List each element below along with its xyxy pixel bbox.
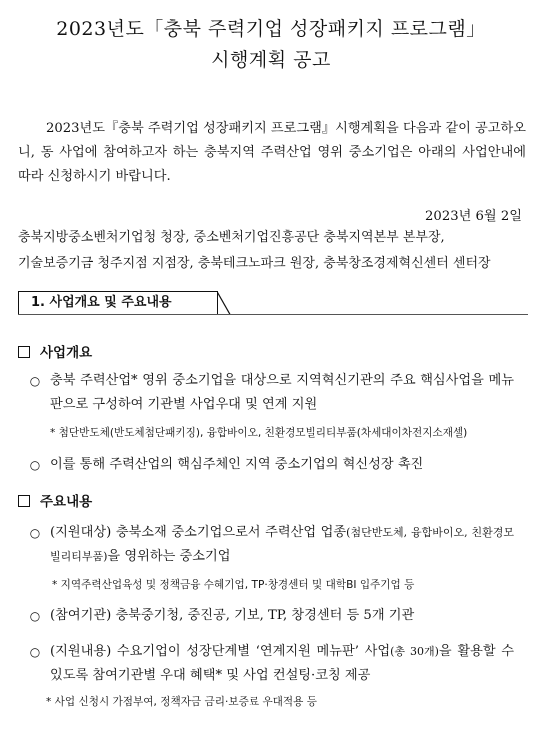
details-item-support-text (50, 640, 514, 688)
overview-heading (18, 341, 92, 361)
details-heading (18, 490, 92, 510)
details-eligibility-footnote: * 지역주력산업육성 및 정책금융 수혜기업, TP·창경센터 및 대학BI 입주기업 등 (52, 579, 415, 591)
eligibility-main: (지원대상) 충북소재 중소기업으로서 주력산업 업종 (50, 525, 347, 540)
square-bullet-icon (18, 495, 30, 507)
support-main: (지원내용) 수요기업이 성장단계별 ‘연계지원 메뉴판’ 사업 (50, 644, 391, 659)
intro-paragraph: 2023년도『충북 주력기업 성장패키지 프로그램』시행계획을 다음과 같이 공고하오니, 동 사업에 참여하고자 하는 충북지역 주력산업 영위 중소기업은 아래의 사업안내에 따라 신청하시기 바랍니다. (18, 121, 526, 184)
section-heading-tab-edge (217, 291, 231, 315)
organizations-line2: 기술보증기금 청주지점 지점장, 충북테크노파크 원장, 충북창조경제혁신센터 센터장 (18, 256, 491, 271)
details-item-participants (28, 604, 514, 628)
circle-bullet-icon: ○ (29, 609, 41, 623)
details-item-eligibility (28, 521, 514, 569)
support-end: 을 활용할 수 있도록 참여기관별 우대 혜택* 및 사업 컨설팅·코칭 제공 (50, 644, 514, 683)
overview-item-target (28, 369, 514, 417)
announcement-date: 2023년 6월 2일 (425, 209, 522, 224)
eligibility-end: 을 영위하는 중소기업 (107, 549, 231, 564)
details-heading-label: 주요내용 (40, 494, 93, 510)
circle-bullet-icon: ○ (29, 645, 41, 659)
overview-item-target-text: 충북 주력산업* 영위 중소기업을 대상으로 지역혁신기관의 주요 핵심사업을 메뉴판으로 구성하여 기관별 사업우대 및 연계 지원 (50, 373, 514, 412)
overview-item-goal (28, 453, 514, 477)
support-count: (총 30개) (390, 645, 439, 658)
overview-heading-label: 사업개요 (40, 345, 93, 361)
issuing-organizations (18, 225, 530, 277)
organizations-line1: 충북지방중소벤처기업청 청장, 중소벤처기업진흥공단 충북지역본부 본부장, (18, 230, 445, 245)
details-item-participants-text: (참여기관) 충북중기청, 중진공, 기보, TP, 창경센터 등 5개 기관 (50, 608, 415, 623)
document-title-line2: 시행계획 공고 (211, 49, 331, 71)
overview-item-goal-text: 이를 통해 주력산업의 핵심주체인 지역 중소기업의 혁신성장 촉진 (50, 457, 424, 472)
document-title-line1: 2023년도「충북 주력기업 성장패키지 프로그램」 (56, 18, 486, 40)
circle-bullet-icon: ○ (29, 526, 41, 540)
circle-bullet-icon: ○ (29, 374, 41, 388)
details-item-support (28, 640, 514, 688)
square-bullet-icon (18, 346, 30, 358)
circle-bullet-icon: ○ (29, 458, 41, 472)
section-underline (18, 314, 528, 315)
overview-footnote: * 첨단반도체(반도체첨단패키징), 융합바이오, 친환경모빌리티부품(차세대이차전지소재셀) (50, 427, 468, 439)
details-support-footnote: * 사업 신청시 가점부여, 정책자금 금리·보증료 우대적용 등 (46, 696, 317, 708)
details-item-eligibility-text (50, 521, 514, 569)
section-heading: 1. 사업개요 및 주요내용 (18, 291, 218, 315)
eligibility-industries: (첨단반도체, 융합바이오, 친환경모빌리티부품) (50, 526, 515, 563)
